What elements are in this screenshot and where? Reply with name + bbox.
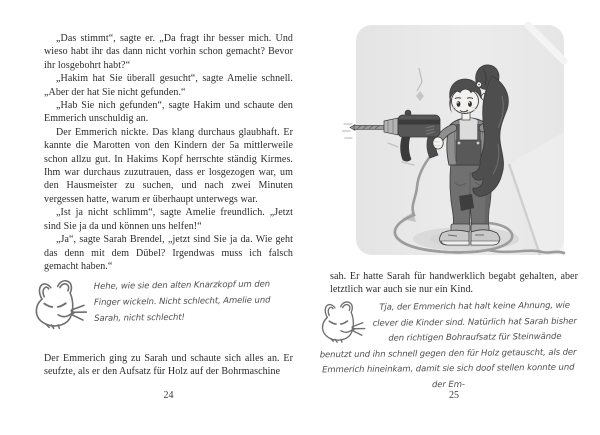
paragraph: „Ist ja nicht schlimm“, sagte Amelie freundlich. „Jetzt sind Sie ja da und können uns helfen!“ (44, 207, 293, 232)
paragraph: sah. Er hatte Sarah für handwerklich begabt gehalten, aber letztlich war auch sie nur ein Kind. (330, 271, 578, 296)
rat-doodle-icon (317, 299, 365, 344)
paragraph: „Das stimmt“, sagte er. „Da fragt ihr besser mich. Und wieso habt ihr das dann nicht vorhin schon gemacht? Bevor ihr losgebohrt habt?“ (44, 33, 293, 71)
page-left (44, 32, 293, 432)
left-body-text (44, 32, 293, 273)
margin-note-left-text: Hehe, wie sie den alten Knarzkopf um den Finger wickeln. Nicht schlecht, Amelie und Sarah, nicht schlecht! (93, 279, 271, 324)
page-number-right: 25 (449, 390, 459, 401)
margin-note-left (30, 276, 293, 330)
page-number-left: 24 (163, 390, 174, 401)
paragraph: Der Emmerich ging zu Sarah und schaute sich alles an. Er seufzte, als er den Aufsatz für Holz auf der Bohrmaschine (44, 353, 293, 378)
page-right (319, 0, 578, 435)
paragraph: „Hab Sie nich gefunden“, sagte Hakim und schaute den Emmerich unschuldig an. (44, 100, 293, 125)
paragraph: „Ja“, sagte Sarah Brendel, „jetzt sind Sie ja da. Wie geht das denn mit dem Dübel? Irgendwas muss ich falsch gemacht haben.“ (44, 234, 293, 272)
rat-doodle-icon (30, 277, 89, 330)
paragraph: Der Emmerich nickte. Das klang durchaus glaubhaft. Er kannte die Marotten von den Kindern der 5a mittlerweile schon allzu gut. In Hakims Kopf herrschte ständig Kirmes. Ihm war durchaus zuzutrauen, dass er losgezogen war, um den Hausmeister zu suchen, und nach zwei Minuten vergessen hatte, warum er überhaupt unterwegs war. (44, 126, 293, 205)
illustration-svg (342, 12, 578, 258)
margin-note-right-text: Tja, der Emmerich hat halt keine Ahnung, wie clever die Kinder sind. Natürlich hat Sarah bisher den richtigen Bohraufsatz für Steinwände benutzt und ihn schnell gegen den für Holz getauscht, als der Emmerich hineinkam, damit sie sich doof stellen konnte und der Em- (319, 300, 577, 390)
girl-drilling-wall-illustration (342, 12, 578, 258)
head (452, 89, 479, 114)
margin-note-right (318, 299, 579, 395)
paragraph: „Hakim hat Sie überall gesucht“, sagte Amelie schnell. „Aber der hat Sie nicht gefunden.“ (44, 73, 293, 98)
